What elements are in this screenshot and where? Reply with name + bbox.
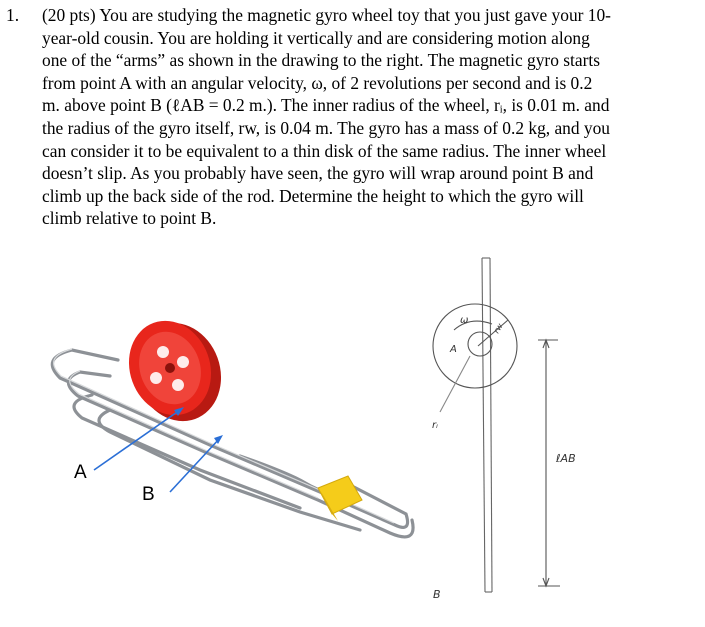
point-a-label: A: [450, 344, 457, 355]
yellow-clip: [318, 476, 362, 521]
problem-line: climb relative to point B.: [42, 208, 217, 229]
point-b-label: B: [433, 588, 441, 601]
omega-label: ω: [460, 315, 469, 326]
ri-leader: [440, 356, 470, 412]
lab-label: ℓAB: [556, 452, 576, 465]
problem-line: can consider it to be equivalent to a thin disk of the same radius. The inner wheel: [42, 140, 607, 161]
label-b: B: [142, 484, 155, 505]
problem-line: (20 pts) You are studying the magnetic gyro wheel toy that you just gave your 10-: [42, 5, 611, 25]
problem-line: m. above point B (ℓAB = 0.2 m.). The inner radius of the wheel, rᵢ, is 0.01 m. and: [42, 95, 610, 116]
rw-label: rw: [491, 321, 505, 335]
problem-line: climb up the back side of the rod. Determine the height to which the gyro will: [42, 185, 584, 206]
wire-rails: [52, 350, 413, 537]
gyro-sketch: [433, 258, 560, 592]
label-a: A: [74, 462, 87, 483]
problem-line: doesn’t slip. As you probably have seen, the gyro will wrap around point B and: [42, 163, 594, 184]
wheel-outline: [433, 304, 517, 388]
gyro-wheel: [116, 309, 235, 433]
ri-label: rᵢ: [432, 420, 438, 431]
problem-line: year-old cousin. You are holding it vertically and are considering motion along: [42, 27, 590, 48]
problem-line: the radius of the gyro itself, rw, is 0.04 m. The gyro has a mass of 0.2 kg, and you: [42, 117, 610, 138]
problem-line: from point A with an angular velocity, ω, of 2 revolutions per second and is 0.2: [42, 72, 593, 93]
problem-line: one of the “arms” as shown in the drawing to the right. The magnetic gyro starts: [42, 50, 600, 71]
gyro-photo: [52, 309, 413, 537]
rod-right-edge: [490, 258, 492, 592]
problem-number: 1.: [6, 5, 20, 25]
rod-left-edge: [482, 258, 485, 592]
sketch-labels: [432, 315, 576, 601]
